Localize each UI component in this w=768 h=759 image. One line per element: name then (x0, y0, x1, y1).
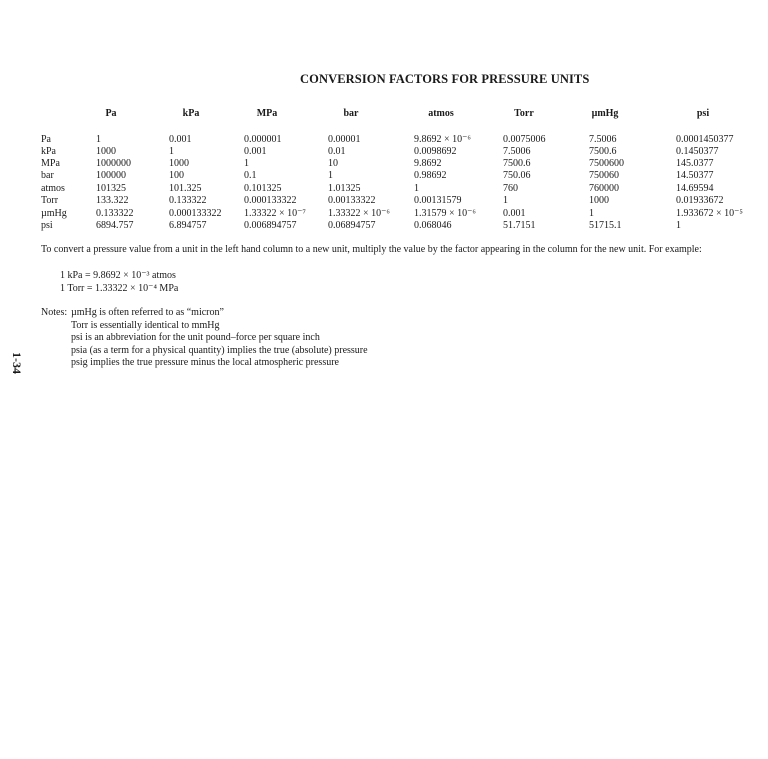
table-cell: 760 (503, 183, 518, 194)
page-title: CONVERSION FACTORS FOR PRESSURE UNITS (300, 72, 590, 86)
table-cell: 0.0098692 (414, 146, 457, 157)
row-label: µmHg (41, 208, 67, 219)
table-cell: 0.001 (169, 134, 192, 145)
table-cell: 1 (414, 183, 419, 194)
table-cell: 101325 (96, 183, 126, 194)
column-header-mpa: MPa (256, 108, 278, 119)
table-cell: 7.5006 (503, 146, 531, 157)
table-cell: 0.0075006 (503, 134, 546, 145)
note-item: psi is an abbreviation for the unit pound–force per square inch (71, 332, 320, 343)
notes-label: Notes: (41, 307, 68, 318)
table-cell: 0.1450377 (676, 146, 719, 157)
row-label: bar (41, 170, 54, 181)
conversion-instruction: To convert a pressure value from a unit in the left hand column to a new unit, multiply the value by the factor appearing in the column for the new unit. For example: (41, 244, 702, 255)
table-cell: 1 (169, 146, 174, 157)
table-cell: 0.001 (503, 208, 526, 219)
table-cell: 0.101325 (244, 183, 282, 194)
table-cell: 7500.6 (503, 158, 531, 169)
table-cell: 1 (96, 134, 101, 145)
table-cell: 0.000133322 (244, 195, 297, 206)
table-cell: 0.000133322 (169, 208, 222, 219)
table-cell: 0.1 (244, 170, 257, 181)
table-cell: 14.50377 (676, 170, 714, 181)
table-cell: 1000 (96, 146, 116, 157)
table-cell: 51715.1 (589, 220, 622, 231)
table-cell: 1 (328, 170, 333, 181)
table-cell: 0.01 (328, 146, 346, 157)
example-line: 1 kPa = 9.8692 × 10⁻³ atmos (60, 270, 176, 281)
note-item: µmHg is often referred to as “micron” (71, 307, 224, 318)
table-cell: 1 (503, 195, 508, 206)
table-cell: 1 (244, 158, 249, 169)
table-cell: 0.000001 (244, 134, 282, 145)
table-cell: 7.5006 (589, 134, 617, 145)
example-line: 1 Torr = 1.33322 × 10⁻⁴ MPa (60, 283, 179, 294)
row-label: MPa (41, 158, 60, 169)
table-cell: 6894.757 (96, 220, 134, 231)
row-label: Torr (41, 195, 59, 206)
table-cell: 145.0377 (676, 158, 714, 169)
table-cell: 0.006894757 (244, 220, 297, 231)
table-cell: 1000 (589, 195, 609, 206)
table-cell: 14.69594 (676, 183, 714, 194)
table-cell: 0.06894757 (328, 220, 376, 231)
column-header-atmos: atmos (428, 108, 454, 119)
page-number: 1-34 (10, 352, 24, 374)
table-cell: 1000000 (96, 158, 131, 169)
column-header-kpa: kPa (182, 108, 200, 119)
table-cell: 9.8692 × 10⁻⁶ (414, 134, 471, 145)
table-cell: 100 (169, 170, 184, 181)
table-cell: 10 (328, 158, 338, 169)
table-cell: 750060 (589, 170, 619, 181)
table-cell: 760000 (589, 183, 619, 194)
column-header-bar: bar (343, 108, 359, 119)
column-header-umhg: µmHg (591, 108, 619, 119)
row-label: atmos (41, 183, 65, 194)
table-cell: 0.98692 (414, 170, 447, 181)
table-cell: 1 (589, 208, 594, 219)
table-cell: 0.00001 (328, 134, 361, 145)
table-cell: 0.068046 (414, 220, 452, 231)
table-cell: 1.01325 (328, 183, 361, 194)
table-cell: 1.33322 × 10⁻⁷ (244, 208, 306, 219)
column-header-pa: Pa (105, 108, 117, 119)
table-cell: 6.894757 (169, 220, 207, 231)
row-label: psi (41, 220, 53, 231)
note-item: psig implies the true pressure minus the local atmospheric pressure (71, 357, 339, 368)
table-cell: 101.325 (169, 183, 202, 194)
column-header-psi: psi (696, 108, 710, 119)
table-cell: 1.933672 × 10⁻⁵ (676, 208, 743, 219)
table-cell: 1000 (169, 158, 189, 169)
table-cell: 0.0001450377 (676, 134, 734, 145)
row-label: kPa (41, 146, 56, 157)
column-header-torr: Torr (514, 108, 534, 119)
table-cell: 0.133322 (96, 208, 134, 219)
note-item: psia (as a term for a physical quantity) implies the true (absolute) pressure (71, 345, 368, 356)
table-cell: 1.31579 × 10⁻⁶ (414, 208, 476, 219)
table-cell: 7500600 (589, 158, 624, 169)
table-cell: 0.133322 (169, 195, 207, 206)
table-cell: 1 (676, 220, 681, 231)
table-cell: 750.06 (503, 170, 531, 181)
note-item: Torr is essentially identical to mmHg (71, 320, 220, 331)
table-cell: 0.01933672 (676, 195, 724, 206)
table-cell: 0.00131579 (414, 195, 462, 206)
table-cell: 100000 (96, 170, 126, 181)
row-label: Pa (41, 134, 51, 145)
table-cell: 9.8692 (414, 158, 442, 169)
table-cell: 0.00133322 (328, 195, 376, 206)
table-cell: 133.322 (96, 195, 129, 206)
table-cell: 0.001 (244, 146, 267, 157)
table-cell: 51.7151 (503, 220, 536, 231)
table-cell: 1.33322 × 10⁻⁶ (328, 208, 390, 219)
table-cell: 7500.6 (589, 146, 617, 157)
